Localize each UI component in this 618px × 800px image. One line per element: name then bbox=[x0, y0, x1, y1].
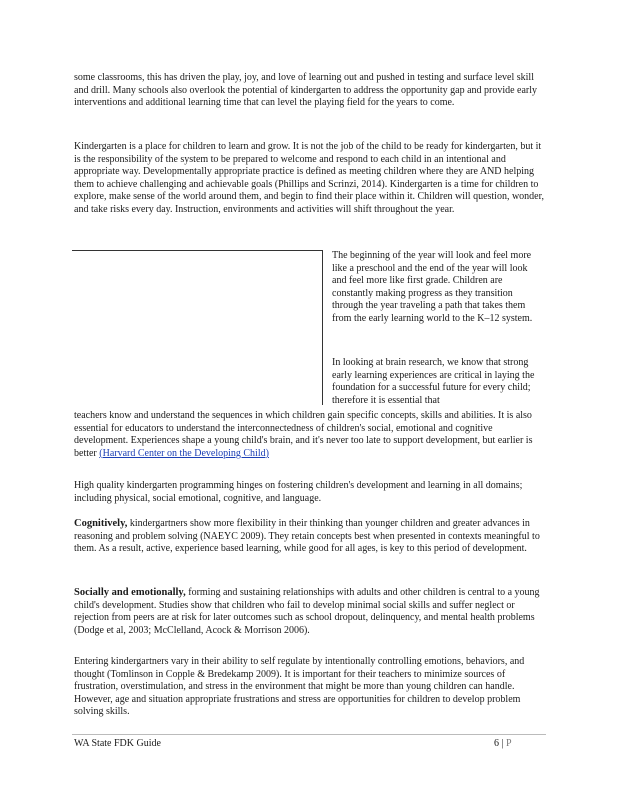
page-label: P bbox=[506, 738, 512, 749]
paragraph-self-regulate: Entering kindergartners vary in their ability to self regulate by intentionally controlling emotions, behaviors, and thought (Tomlinson in Copple & Bredekamp 2009). It is important for their teachers to minimize sources of frustration, overstimulation, and stress in the environment that might be more than young children can handle. However, age and situation appropriate frustrations and stress are opportunities for children to develop problem solving skills. bbox=[74, 656, 525, 718]
socially-heading: Socially and emotionally, bbox=[74, 587, 186, 598]
footer-divider bbox=[72, 734, 546, 735]
sidebar-paragraph-beginning: The beginning of the year will look and feel more like a preschool and the end of the year will look and feel more like first grade. Children are constantly making progress as they transition through the year traveling a path that takes them from the early learning world to the K–12 system. bbox=[332, 250, 533, 324]
paragraph-intro: some classrooms, this has driven the play, joy, and love of learning out and pushed in testing and surface level skill and drill. Many schools also overlook the potential of kindergarten to address the opportunity gap and provide early interventions and additional learning time that can level the playing field for the years to come. bbox=[74, 72, 538, 109]
paragraph-cognitively bbox=[74, 518, 546, 556]
sequences-text: teachers know and understand the sequences in which children gain specific concepts, skills and abilities. It is also essential for educators to understand the interconnectedness of children's social, emotional and cognitive development. Experiences shape a young child's brain, and it's never too late to support development, but earlier is better bbox=[74, 410, 533, 459]
cognitively-heading: Cognitively, bbox=[74, 518, 128, 529]
sidebar-paragraph-brain-research: In looking at brain research, we know that strong early learning experiences are critical in laying the foundation for a successful future for every child; therefore it is essential that bbox=[332, 357, 535, 406]
page-number: 6 bbox=[494, 738, 499, 749]
cognitively-text: kindergartners show more flexibility in their thinking than younger children and greater advances in reasoning and problem solving (NAEYC 2009). They retain concepts best when presented in contexts meaningful to them. As a result, active, experience based learning, while good for all ages, is key to this period of development. bbox=[74, 518, 540, 555]
image-placeholder bbox=[72, 250, 323, 405]
paragraph-socially bbox=[74, 587, 546, 637]
socially-text: forming and sustaining relationships with adults and other children is central to a young child's development. Studies show that children who fail to develop minimal social skills and suffer neglect or rejection from peers are at risk for later outcomes such as school dropout, delinquency, and mental health problems (Dodge et al, 2003; McClelland, Acock & Morrison 2006). bbox=[74, 587, 540, 636]
paragraph-high-quality: High quality kindergarten programming hinges on fostering children's development and learning in all domains; including physical, social emotional, cognitive, and language. bbox=[74, 480, 523, 504]
paragraph-sequences bbox=[74, 410, 546, 460]
footer-page-number bbox=[494, 738, 512, 749]
page-separator: | bbox=[501, 738, 504, 749]
paragraph-kindergarten-place: Kindergarten is a place for children to learn and grow. It is not the job of the child to be ready for kindergarten, but it is the responsibility of the system to be prepared to welcome and respond to each child in an intentional and appropriate way. Developmentally appropriate practice is defined as meeting children where they are AND helping them to achieve challenging and achievable goals (Phillips and Scrinzi, 2014). Kindergarten is a time for children to explore, make sense of the world around them, and begin to find their place within it. Children will question, wonder, and take risks every day. Instruction, environments and activities will shift throughout the year. bbox=[74, 141, 545, 215]
harvard-center-link[interactable]: (Harvard Center on the Developing Child) bbox=[99, 447, 269, 459]
footer-title: WA State FDK Guide bbox=[74, 738, 161, 749]
